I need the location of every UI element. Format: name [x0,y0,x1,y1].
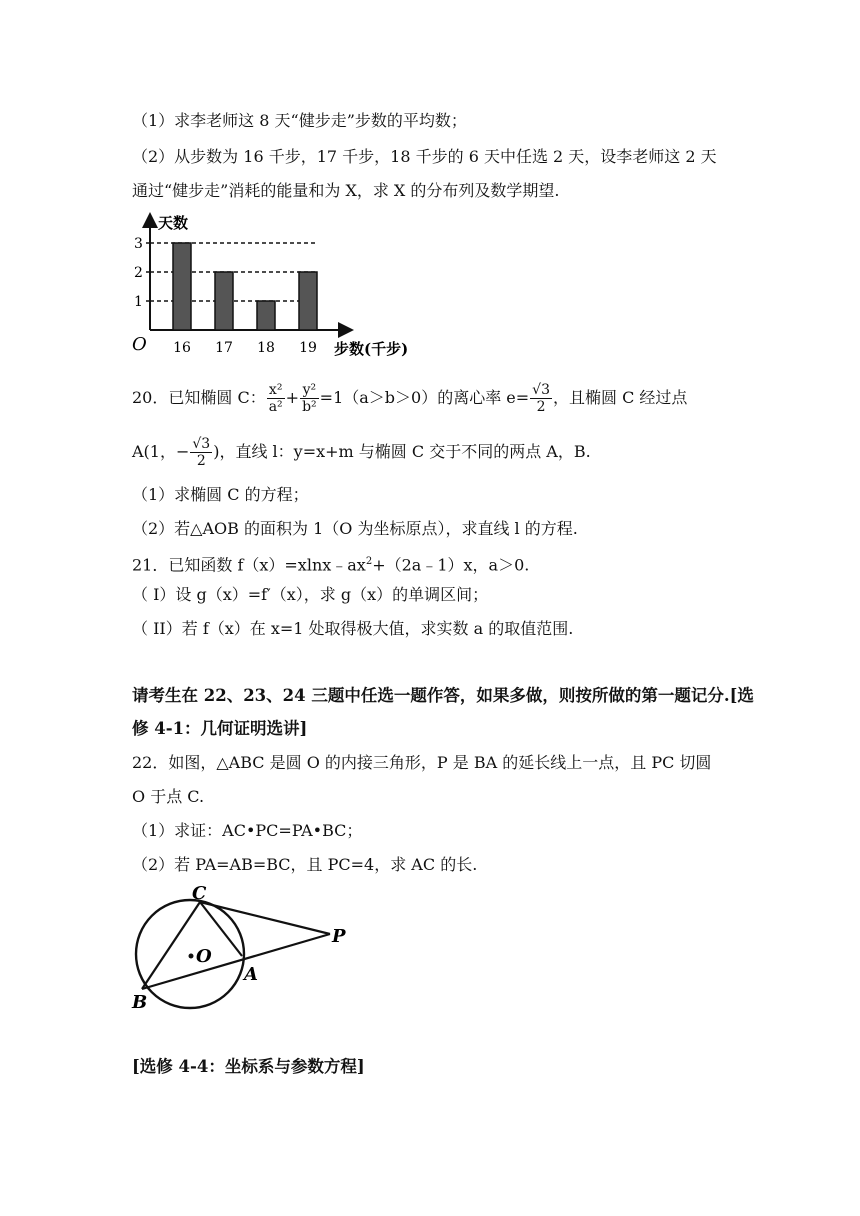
frac-den: 2 [196,453,206,469]
q20-mid: =1（a＞b＞0）的离心率 e= [319,388,530,407]
frac-num: √3 [532,382,550,398]
exponent: 2 [365,556,373,567]
q20-part1: （1）求椭圆 C 的方程； [132,485,309,504]
frac-den: a² [268,399,283,415]
bar-16 [173,243,191,330]
fraction-x2-a2 [267,382,285,415]
q22-stem-line1: 22．如图，△ABC 是圆 O 的内接三角形，P 是 BA 的延长线上一点，且 PC 切圆 [132,753,712,772]
q22-part1: （1）求证：AC•PC=PA•BC； [132,821,363,840]
y-tick-label: 3 [134,236,143,252]
center-dot [189,954,194,959]
x-tick-label: 18 [257,340,275,356]
q22-part2: （2）若 PA=AB=BC，且 PC=4，求 AC 的长. [132,855,478,874]
q20-part2: （2）若△AOB 的面积为 1（O 为坐标原点），求直线 l 的方程. [132,519,578,538]
q21-lead: 21．已知函数 f（x）=xlnx﹣ax [132,555,366,575]
q21-stem [132,551,529,576]
frac-den: 2 [536,399,546,415]
q21-part1: （ I）设 g（x）=f′（x），求 g（x）的单调区间； [132,585,489,604]
circle-tangent-figure [128,884,358,1014]
q19-part1: （1）求李老师这 8 天“健步走”步数的平均数； [132,111,467,130]
frac-den: b² [302,399,317,415]
label-c: C [192,884,207,904]
frac-num: x² [267,382,285,399]
origin-label: O [132,334,147,355]
plus-sign: + [285,388,300,407]
label-a: A [244,964,258,985]
q20-point-a: A(1，− [132,442,190,461]
label-o: O [196,946,212,967]
label-b: B [132,992,148,1013]
label-p: P [332,926,346,947]
q21-lead-tail: +（2a﹣1）x，a＞0. [372,555,530,575]
segment-cp [200,902,330,934]
bar-19 [299,272,317,330]
section-elective-4-4: [选修 4-4：坐标系与参数方程] [132,1057,365,1076]
q19-part2-line2: 通过“健步走”消耗的能量和为 X，求 X 的分布列及数学期望. [132,181,560,200]
q21-part2: （ II）若 f（x）在 x=1 处取得极大值，求实数 a 的取值范围. [132,619,574,638]
q19-part2-line1: （2）从步数为 16 千步，17 千步，18 千步的 6 天中任选 2 天，设李老师这 2 天 [132,147,717,166]
x-tick-label: 17 [215,340,233,356]
q20-tail: ，且椭圆 C 经过点 [553,388,688,407]
fraction-point-y [190,436,212,469]
x-tick-label: 19 [299,340,317,356]
bar-18 [257,301,275,330]
q22-stem-line2: O 于点 C. [132,787,205,806]
y-axis-label: 天数 [158,214,189,232]
q20-line-desc: )，直线 l：y=x+m 与椭圆 C 交于不同的两点 A，B. [213,442,591,461]
q20-line2 [132,434,591,470]
segment-bc [142,902,200,989]
bar-17 [215,272,233,330]
y-tick-label: 2 [134,265,143,281]
frac-num: √3 [192,436,211,452]
section-instruction-line1: 请考生在 22、23、24 三题中任选一题作答，如果多做，则按所做的第一题记分.[选 [132,686,754,705]
fraction-eccentricity [530,382,552,415]
x-axis-label: 步数(千步) [334,340,409,358]
steps-bar-chart [128,208,428,358]
q20-line1 [132,380,687,416]
q20-lead: 20．已知椭圆 C： [132,388,266,407]
section-instruction-line2: 修 4-1：几何证明选讲] [132,719,308,738]
y-tick-label: 1 [134,294,143,310]
frac-num: y² [300,382,319,399]
x-tick-label: 16 [173,340,191,356]
fraction-y2-b2 [300,382,319,415]
